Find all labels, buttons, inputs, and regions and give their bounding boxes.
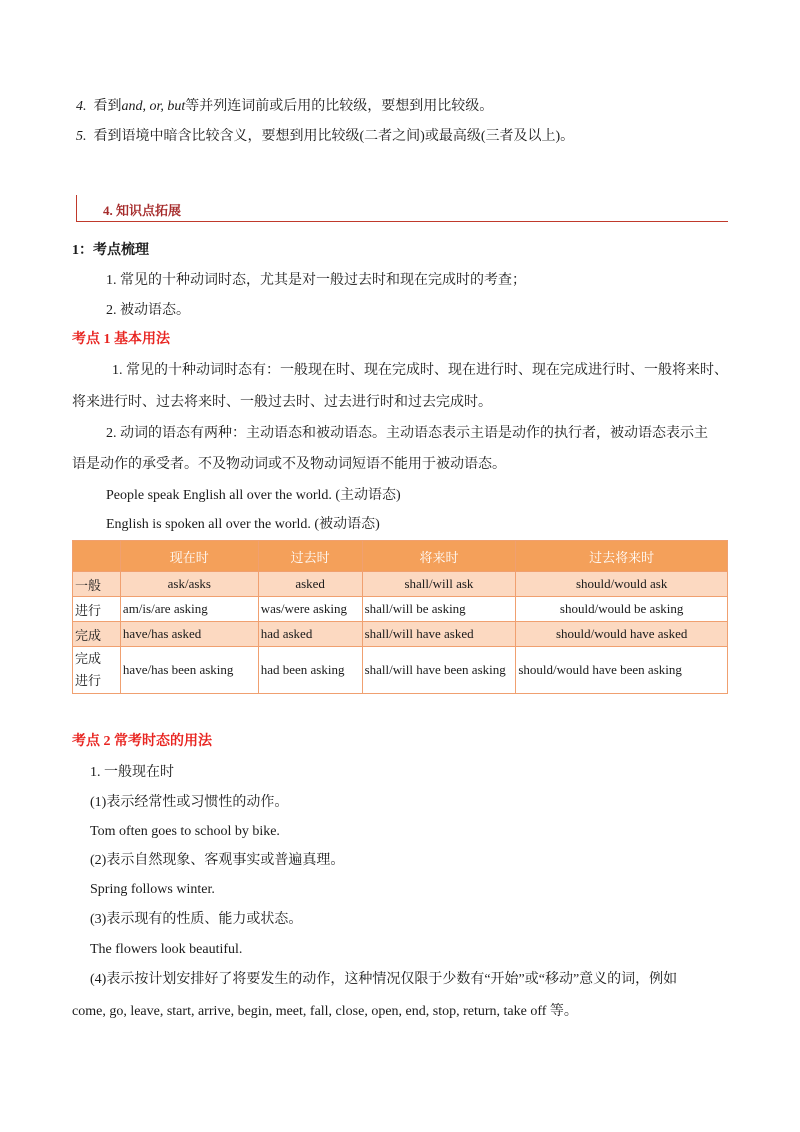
point-2-line: Tom often goes to school by bike. (90, 824, 280, 839)
table-cell: should/would be asking (516, 597, 728, 622)
table-row (73, 572, 728, 597)
conjunctions-italic: and, or, but (121, 99, 186, 114)
item-number: 4. (76, 99, 87, 114)
table-row (73, 597, 728, 622)
point-2-line: (2)表示自然现象、客观事实或普遍真理。 (90, 853, 345, 868)
table-cell: asked (258, 572, 362, 597)
table-row (73, 647, 728, 694)
tense-table (72, 540, 728, 694)
point-2-title: 考点 2 常考时态的用法 (72, 734, 212, 749)
table-cell: 完成 (73, 622, 121, 647)
table-header-cell (73, 541, 121, 572)
point-1-para-1b: 将来进行时、过去将来时、一般过去时、过去进行时和过去完成时。 (72, 395, 492, 410)
table-header-cell: 过去将来时 (516, 541, 728, 572)
table-cell: 完成 进行 (73, 647, 121, 694)
point-1-para-2b: 语是动作的承受者。不及物动词或不及物动词短语不能用于被动语态。 (72, 457, 506, 472)
table-header-cell: 将来时 (362, 541, 516, 572)
sub-title: 1：考点梳理 (72, 243, 149, 258)
point-2-line: come, go, leave, start, arrive, begin, meet, fall, close, open, end, stop, return, take off 等。 (72, 1004, 578, 1019)
example-active: People speak English all over the world. (主动语态) (106, 488, 401, 503)
point-2-line: (3)表示现有的性质、能力或状态。 (90, 912, 303, 927)
point-2-line: 1. 一般现在时 (90, 765, 174, 780)
table-header-cell: 过去时 (258, 541, 362, 572)
table-cell: shall/will have been asking (362, 647, 516, 694)
list-item-4: 4. 看到and, or, but等并列连词前或后用的比较级，要想到用比较级。 (76, 99, 494, 114)
table-header-cell: 现在时 (120, 541, 258, 572)
point-1-para-2a: 2. 动词的语态有两种：主动语态和被动语态。主动语态表示主语是动作的执行者，被动语态表示主 (106, 426, 708, 441)
table-cell: have/has asked (120, 622, 258, 647)
table-cell: shall/will have asked (362, 622, 516, 647)
point-2-line: Spring follows winter. (90, 882, 215, 897)
point-2-line: (1)表示经常性或习惯性的动作。 (90, 795, 289, 810)
table-cell: had asked (258, 622, 362, 647)
table-cell: was/were asking (258, 597, 362, 622)
summary-item-2: 2. 被动语态。 (106, 303, 190, 318)
table-header-row (73, 541, 728, 572)
table-cell: have/has been asking (120, 647, 258, 694)
table-cell: shall/will be asking (362, 597, 516, 622)
table-cell: had been asking (258, 647, 362, 694)
point-1-title: 考点 1 基本用法 (72, 332, 170, 347)
table-row (73, 622, 728, 647)
point-1-para-1a: 1. 常见的十种动词时态有：一般现在时、现在完成时、现在进行时、现在完成进行时、一般将来时、 (112, 363, 728, 378)
point-2-line: (4)表示按计划安排好了将要发生的动作，这种情况仅限于少数有“开始”或“移动”意义的词，例如 (90, 972, 678, 987)
example-passive: English is spoken all over the world. (被动语态) (106, 517, 380, 532)
table-cell: should/would ask (516, 572, 728, 597)
list-item-5: 5. 看到语境中暗含比较含义，要想到用比较级(二者之间)或最高级(三者及以上)。 (76, 129, 575, 144)
table-cell: should/would have asked (516, 622, 728, 647)
table-cell: ask/asks (120, 572, 258, 597)
table-cell: 一般 (73, 572, 121, 597)
item-number: 5. (76, 129, 87, 144)
table-cell: should/would have been asking (516, 647, 728, 694)
point-2-line: The flowers look beautiful. (90, 942, 243, 957)
table-cell: am/is/are asking (120, 597, 258, 622)
table-cell: 进行 (73, 597, 121, 622)
table-cell: shall/will ask (362, 572, 516, 597)
section-title: 4. 知识点拓展 (103, 203, 182, 218)
summary-item-1: 1. 常见的十种动词时态，尤其是对一般过去时和现在完成时的考查； (106, 273, 526, 288)
section-heading (76, 195, 728, 222)
